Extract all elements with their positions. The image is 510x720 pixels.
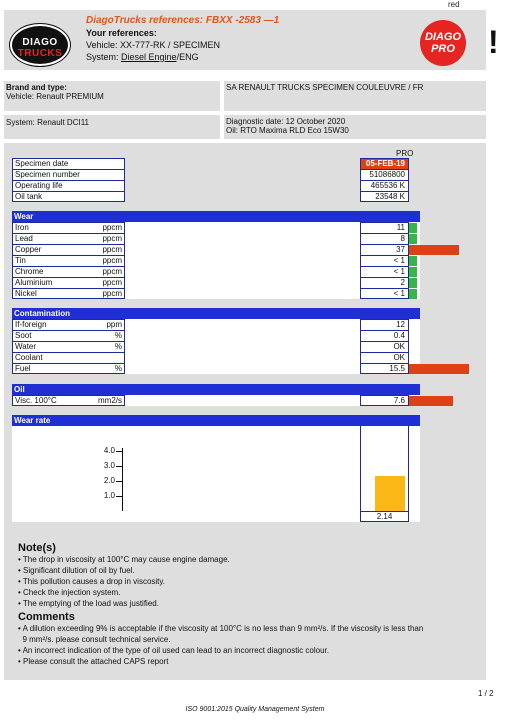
specimen-label: Specimen date [15,159,69,168]
comment-item: 9 mm²/s. please consult technical service. [18,635,171,644]
status-bar-green [409,223,417,233]
contamination-row-unit: % [114,364,122,373]
diagnostic-box [224,115,486,139]
oil_section-row-value: 7.6 [393,396,405,405]
wear-row-value: 37 [396,245,405,254]
contamination-row-value: 15.5 [389,364,405,373]
system-line [86,52,199,62]
pro-label: PRO [396,149,414,158]
status-bar-red [409,364,469,374]
status-bar-green [409,267,417,277]
client-box [224,81,486,111]
wear-row-unit: ppcm [102,256,122,265]
contamination-row-label: Fuel [15,364,31,373]
wear-rate-tick-label: 3.0 [103,461,115,470]
notes-list [18,555,230,610]
status-bar-green [409,278,417,288]
wear-row-label: Nickel [15,289,37,298]
contamination-row-label: Water [15,342,37,351]
contamination-section-header: Contamination [12,308,420,319]
specimen-label: Specimen number [15,170,80,179]
system-value: System: Renault DCI11 [6,118,89,127]
contamination-row-value: OK [393,353,405,362]
page-number: 1 / 2 [478,689,494,698]
wear-rate-body [12,426,420,522]
your-references-label: Your references: [86,28,157,38]
specimen-label: Oil tank [15,192,43,201]
wear-row-value: < 1 [393,267,405,276]
contamination-row-value: OK [393,342,405,351]
comment-item: • Please consult the attached CAPS report [18,657,169,666]
specimen-value: 23548 K [375,192,405,201]
alert-mark: ! [488,24,499,60]
notes-title: Note(s) [18,542,56,554]
diagopro-logo [420,20,466,66]
references-title: DiagoTrucks references: FBXX -2583 —1 [86,15,280,26]
wear-rate-axis [122,448,123,511]
wear-row-unit: ppcm [102,245,122,254]
wear-rate-tick-label: 1.0 [103,491,115,500]
wear-row-value: 8 [400,234,405,243]
oil_section-row-unit: mm2/s [98,396,122,405]
system-suffix: /ENG [176,52,199,62]
comments-list [18,624,423,668]
wear-row-unit: ppcm [102,267,122,276]
status-bar-green [409,234,417,244]
comments-title: Comments [18,611,75,623]
status-bar-red [409,396,453,406]
wear-row-unit: ppcm [102,234,122,243]
client-name: SA RENAULT TRUCKS SPECIMEN COULEUVRE / FR [226,83,424,92]
report-header [4,10,486,70]
oil-section-header: Oil [12,384,420,395]
footer-text: ISO 9001:2015 Quality Management System [185,706,325,713]
status-bar-green [409,256,417,266]
contamination-row-unit: ppm [106,320,122,329]
note-item: • The emptying of the load was justified. [18,599,159,608]
status-bar-red [409,245,459,255]
note-item: • Check the injection system. [18,588,121,597]
system-prefix: System: [86,52,122,62]
note-item: • This pollution causes a drop in viscosity. [18,577,166,586]
brand-box [4,81,220,111]
contamination-row-label: Coolant [15,353,43,362]
specimen-value: 51086800 [369,170,405,179]
diagotrucks-logo [10,24,70,66]
wear-rate-tick-label: 2.0 [103,476,115,485]
wear-row-label: Tin [15,256,26,265]
contamination-row-value: 12 [396,320,405,329]
contamination-row-label: Soot [15,331,32,340]
diagnostic-date: Diagnostic date: 12 October 2020 [226,117,346,126]
wear-row-value: 11 [396,223,405,232]
contamination-row-value: 0.4 [393,331,405,340]
logo-right-line2: PRO [431,43,455,55]
wear-row-label: Chrome [15,267,44,276]
contamination-row-label: If-foreign [15,320,47,329]
note-item: • Significant dilution of oil by fuel. [18,566,135,575]
specimen-value: 05-FEB-19 [365,159,405,168]
wear-rate-bar [375,476,405,511]
logo-right-line1: DIAGO [424,31,462,43]
comment-item: • An incorrect indication of the type of oil used can lead to an incorrect diagnostic colour. [18,646,329,655]
status-word: red [448,0,460,9]
logo-left-line2: TRUCKS [17,48,63,59]
vehicle-line: Vehicle: XX-777-RK / SPECIMEN [86,40,221,50]
wear-rate-section-header: Wear rate [12,415,420,426]
wear-row-label: Aluminium [15,278,53,287]
status-bar-green [409,289,417,299]
comment-item: • A dilution exceeding 9% is acceptable if the viscosity at 100°C is no less than 9 mm²/s. If the viscosity is less than [18,624,424,633]
contamination-row-unit: % [114,342,122,351]
brand-label: Brand and type: [6,83,67,92]
system-box [4,115,220,139]
logo-left-line1: DIAGO [22,37,58,48]
wear-row-label: Lead [15,234,33,243]
specimen-value: 465536 K [370,181,405,190]
oil-type: Oil: RTO Maxima RLD Eco 15W30 [226,126,349,135]
specimen-label: Operating life [15,181,63,190]
oil_section-row-label: Visc. 100°C [15,396,57,405]
wear-row-unit: ppcm [102,289,122,298]
wear-row-unit: ppcm [102,223,122,232]
wear-row-unit: ppcm [102,278,122,287]
wear-row-value: < 1 [393,256,405,265]
wear-rate-value: 2.14 [376,512,393,521]
note-item: • The drop in viscosity at 100°C may cause engine damage. [18,555,230,564]
contamination-row-unit: % [114,331,122,340]
wear-section-header: Wear [12,211,420,222]
wear-row-label: Copper [15,245,42,254]
wear-row-label: Iron [15,223,29,232]
wear-rate-tick-label: 4.0 [103,446,115,455]
wear-row-value: < 1 [393,289,405,298]
brand-value: Vehicle: Renault PREMIUM [6,92,104,101]
system-engine: Diesel Engine [121,52,177,62]
wear-row-value: 2 [400,278,405,287]
